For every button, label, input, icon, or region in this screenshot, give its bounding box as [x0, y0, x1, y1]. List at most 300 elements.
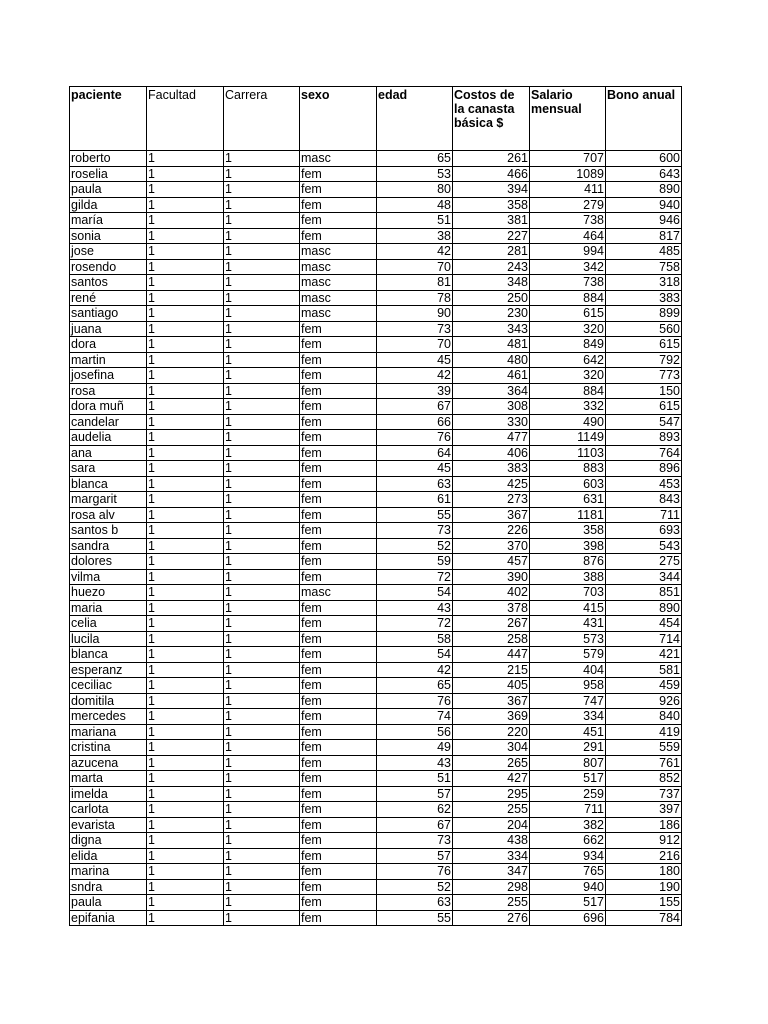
cell-edad: 80: [377, 182, 453, 198]
table-row: [70, 616, 682, 632]
cell-sexo: fem: [300, 399, 377, 415]
cell-facultad: 1: [147, 306, 224, 322]
cell-bono: 890: [606, 182, 682, 198]
cell-sexo: fem: [300, 414, 377, 430]
cell-facultad: 1: [147, 352, 224, 368]
cell-costos: 298: [453, 879, 530, 895]
cell-edad: 64: [377, 445, 453, 461]
cell-facultad: 1: [147, 197, 224, 213]
cell-sexo: fem: [300, 693, 377, 709]
cell-carrera: 1: [224, 771, 300, 787]
cell-edad: 78: [377, 290, 453, 306]
table-row: [70, 755, 682, 771]
cell-edad: 39: [377, 383, 453, 399]
cell-paciente: sndra: [70, 879, 147, 895]
cell-edad: 49: [377, 740, 453, 756]
cell-paciente: blanca: [70, 647, 147, 663]
cell-salario: 579: [530, 647, 606, 663]
cell-bono: 912: [606, 833, 682, 849]
cell-sexo: fem: [300, 337, 377, 353]
cell-facultad: 1: [147, 631, 224, 647]
cell-costos: 477: [453, 430, 530, 446]
cell-salario: 573: [530, 631, 606, 647]
cell-costos: 480: [453, 352, 530, 368]
cell-salario: 490: [530, 414, 606, 430]
cell-paciente: celia: [70, 616, 147, 632]
cell-carrera: 1: [224, 693, 300, 709]
cell-paciente: vilma: [70, 569, 147, 585]
cell-costos: 461: [453, 368, 530, 384]
cell-salario: 404: [530, 662, 606, 678]
cell-sexo: fem: [300, 321, 377, 337]
cell-salario: 415: [530, 600, 606, 616]
cell-costos: 230: [453, 306, 530, 322]
cell-costos: 226: [453, 523, 530, 539]
table-row: [70, 492, 682, 508]
cell-bono: 275: [606, 554, 682, 570]
table-row: [70, 197, 682, 213]
cell-costos: 367: [453, 693, 530, 709]
cell-bono: 761: [606, 755, 682, 771]
cell-carrera: 1: [224, 306, 300, 322]
cell-paciente: esperanz: [70, 662, 147, 678]
cell-edad: 66: [377, 414, 453, 430]
cell-costos: 390: [453, 569, 530, 585]
cell-sexo: fem: [300, 600, 377, 616]
cell-salario: 940: [530, 879, 606, 895]
cell-costos: 427: [453, 771, 530, 787]
cell-edad: 55: [377, 507, 453, 523]
table-row: [70, 585, 682, 601]
cell-sexo: fem: [300, 352, 377, 368]
cell-facultad: 1: [147, 166, 224, 182]
cell-bono: 459: [606, 678, 682, 694]
cell-facultad: 1: [147, 709, 224, 725]
cell-carrera: 1: [224, 507, 300, 523]
cell-facultad: 1: [147, 244, 224, 260]
cell-paciente: rosa alv: [70, 507, 147, 523]
cell-carrera: 1: [224, 910, 300, 926]
cell-bono: 180: [606, 864, 682, 880]
cell-sexo: fem: [300, 383, 377, 399]
cell-edad: 73: [377, 321, 453, 337]
cell-paciente: epifania: [70, 910, 147, 926]
table-row: [70, 786, 682, 802]
cell-paciente: lucila: [70, 631, 147, 647]
cell-sexo: fem: [300, 492, 377, 508]
cell-edad: 58: [377, 631, 453, 647]
cell-paciente: domitila: [70, 693, 147, 709]
cell-sexo: fem: [300, 461, 377, 477]
table-body: [70, 151, 682, 926]
cell-facultad: 1: [147, 879, 224, 895]
cell-bono: 383: [606, 290, 682, 306]
cell-costos: 370: [453, 538, 530, 554]
cell-bono: 581: [606, 662, 682, 678]
cell-facultad: 1: [147, 678, 224, 694]
cell-bono: 714: [606, 631, 682, 647]
cell-carrera: 1: [224, 523, 300, 539]
cell-edad: 73: [377, 523, 453, 539]
cell-salario: 711: [530, 802, 606, 818]
table-row: [70, 507, 682, 523]
table-row: [70, 833, 682, 849]
cell-carrera: 1: [224, 182, 300, 198]
cell-sexo: masc: [300, 259, 377, 275]
cell-facultad: 1: [147, 213, 224, 229]
cell-bono: 711: [606, 507, 682, 523]
cell-costos: 364: [453, 383, 530, 399]
cell-paciente: sonia: [70, 228, 147, 244]
cell-facultad: 1: [147, 848, 224, 864]
cell-edad: 51: [377, 213, 453, 229]
cell-sexo: fem: [300, 631, 377, 647]
cell-salario: 334: [530, 709, 606, 725]
cell-edad: 45: [377, 461, 453, 477]
cell-bono: 758: [606, 259, 682, 275]
cell-salario: 1181: [530, 507, 606, 523]
table-row: [70, 290, 682, 306]
cell-facultad: 1: [147, 538, 224, 554]
cell-bono: 547: [606, 414, 682, 430]
cell-carrera: 1: [224, 430, 300, 446]
cell-bono: 840: [606, 709, 682, 725]
cell-edad: 76: [377, 864, 453, 880]
cell-paciente: candelar: [70, 414, 147, 430]
cell-bono: 454: [606, 616, 682, 632]
cell-costos: 273: [453, 492, 530, 508]
cell-sexo: fem: [300, 616, 377, 632]
cell-edad: 72: [377, 616, 453, 632]
cell-paciente: santos b: [70, 523, 147, 539]
cell-bono: 318: [606, 275, 682, 291]
cell-edad: 53: [377, 166, 453, 182]
cell-carrera: 1: [224, 337, 300, 353]
cell-edad: 65: [377, 678, 453, 694]
header-carrera: Carrera: [224, 87, 300, 151]
cell-paciente: audelia: [70, 430, 147, 446]
cell-costos: 406: [453, 445, 530, 461]
cell-paciente: dora: [70, 337, 147, 353]
cell-paciente: huezo: [70, 585, 147, 601]
cell-bono: 419: [606, 724, 682, 740]
table-row: [70, 151, 682, 167]
cell-costos: 227: [453, 228, 530, 244]
cell-costos: 405: [453, 678, 530, 694]
cell-bono: 764: [606, 445, 682, 461]
cell-paciente: cristina: [70, 740, 147, 756]
cell-salario: 388: [530, 569, 606, 585]
cell-salario: 662: [530, 833, 606, 849]
header-sexo: sexo: [300, 87, 377, 151]
cell-carrera: 1: [224, 445, 300, 461]
cell-bono: 615: [606, 337, 682, 353]
cell-salario: 615: [530, 306, 606, 322]
cell-carrera: 1: [224, 166, 300, 182]
cell-facultad: 1: [147, 507, 224, 523]
cell-costos: 295: [453, 786, 530, 802]
cell-carrera: 1: [224, 833, 300, 849]
cell-carrera: 1: [224, 492, 300, 508]
cell-paciente: blanca: [70, 476, 147, 492]
cell-carrera: 1: [224, 895, 300, 911]
cell-sexo: masc: [300, 275, 377, 291]
table-row: [70, 538, 682, 554]
cell-paciente: azucena: [70, 755, 147, 771]
cell-facultad: 1: [147, 910, 224, 926]
cell-edad: 70: [377, 259, 453, 275]
cell-sexo: fem: [300, 523, 377, 539]
cell-edad: 38: [377, 228, 453, 244]
cell-salario: 642: [530, 352, 606, 368]
cell-salario: 1149: [530, 430, 606, 446]
cell-bono: 899: [606, 306, 682, 322]
cell-sexo: fem: [300, 538, 377, 554]
cell-carrera: 1: [224, 864, 300, 880]
table-row: [70, 352, 682, 368]
cell-facultad: 1: [147, 600, 224, 616]
table-row: [70, 895, 682, 911]
cell-costos: 402: [453, 585, 530, 601]
cell-salario: 259: [530, 786, 606, 802]
cell-facultad: 1: [147, 321, 224, 337]
table-row: [70, 182, 682, 198]
cell-edad: 76: [377, 430, 453, 446]
cell-carrera: 1: [224, 631, 300, 647]
cell-paciente: paula: [70, 895, 147, 911]
cell-bono: 600: [606, 151, 682, 167]
cell-sexo: fem: [300, 182, 377, 198]
cell-bono: 560: [606, 321, 682, 337]
cell-facultad: 1: [147, 492, 224, 508]
cell-bono: 643: [606, 166, 682, 182]
table-row: [70, 244, 682, 260]
cell-salario: 1089: [530, 166, 606, 182]
cell-facultad: 1: [147, 445, 224, 461]
header-bono-anual: Bono anual: [606, 87, 682, 151]
cell-paciente: rosendo: [70, 259, 147, 275]
cell-edad: 63: [377, 476, 453, 492]
table-row: [70, 228, 682, 244]
cell-paciente: santos: [70, 275, 147, 291]
cell-bono: 397: [606, 802, 682, 818]
cell-facultad: 1: [147, 693, 224, 709]
table-row: [70, 879, 682, 895]
cell-salario: 431: [530, 616, 606, 632]
cell-salario: 849: [530, 337, 606, 353]
cell-paciente: dora muñ: [70, 399, 147, 415]
table-row: [70, 166, 682, 182]
cell-salario: 876: [530, 554, 606, 570]
cell-paciente: josefina: [70, 368, 147, 384]
cell-carrera: 1: [224, 244, 300, 260]
cell-sexo: masc: [300, 290, 377, 306]
cell-paciente: paula: [70, 182, 147, 198]
cell-bono: 150: [606, 383, 682, 399]
header-row: [70, 87, 682, 151]
cell-paciente: ceciliac: [70, 678, 147, 694]
cell-costos: 215: [453, 662, 530, 678]
cell-edad: 59: [377, 554, 453, 570]
cell-salario: 320: [530, 321, 606, 337]
cell-edad: 43: [377, 755, 453, 771]
data-table: [69, 86, 682, 926]
cell-salario: 703: [530, 585, 606, 601]
cell-carrera: 1: [224, 399, 300, 415]
table-row: [70, 259, 682, 275]
cell-salario: 696: [530, 910, 606, 926]
cell-costos: 425: [453, 476, 530, 492]
cell-salario: 342: [530, 259, 606, 275]
cell-sexo: fem: [300, 213, 377, 229]
cell-paciente: marta: [70, 771, 147, 787]
cell-sexo: fem: [300, 228, 377, 244]
table-row: [70, 383, 682, 399]
cell-salario: 738: [530, 213, 606, 229]
cell-costos: 343: [453, 321, 530, 337]
cell-edad: 61: [377, 492, 453, 508]
cell-carrera: 1: [224, 368, 300, 384]
cell-paciente: evarista: [70, 817, 147, 833]
cell-sexo: fem: [300, 569, 377, 585]
cell-sexo: fem: [300, 879, 377, 895]
cell-costos: 394: [453, 182, 530, 198]
cell-costos: 438: [453, 833, 530, 849]
cell-bono: 559: [606, 740, 682, 756]
cell-sexo: masc: [300, 151, 377, 167]
cell-paciente: rosa: [70, 383, 147, 399]
cell-sexo: fem: [300, 895, 377, 911]
cell-sexo: masc: [300, 244, 377, 260]
cell-costos: 267: [453, 616, 530, 632]
cell-edad: 52: [377, 879, 453, 895]
cell-salario: 807: [530, 755, 606, 771]
cell-costos: 204: [453, 817, 530, 833]
cell-edad: 76: [377, 693, 453, 709]
cell-salario: 603: [530, 476, 606, 492]
cell-carrera: 1: [224, 259, 300, 275]
cell-costos: 276: [453, 910, 530, 926]
cell-facultad: 1: [147, 290, 224, 306]
cell-carrera: 1: [224, 383, 300, 399]
cell-carrera: 1: [224, 352, 300, 368]
cell-paciente: sandra: [70, 538, 147, 554]
cell-sexo: fem: [300, 647, 377, 663]
table-row: [70, 600, 682, 616]
cell-costos: 330: [453, 414, 530, 430]
cell-paciente: margarit: [70, 492, 147, 508]
cell-bono: 190: [606, 879, 682, 895]
cell-facultad: 1: [147, 802, 224, 818]
cell-edad: 81: [377, 275, 453, 291]
cell-edad: 67: [377, 817, 453, 833]
cell-bono: 851: [606, 585, 682, 601]
cell-carrera: 1: [224, 414, 300, 430]
cell-bono: 155: [606, 895, 682, 911]
cell-facultad: 1: [147, 523, 224, 539]
cell-sexo: fem: [300, 833, 377, 849]
table-row: [70, 569, 682, 585]
cell-facultad: 1: [147, 771, 224, 787]
cell-carrera: 1: [224, 538, 300, 554]
cell-facultad: 1: [147, 616, 224, 632]
cell-salario: 451: [530, 724, 606, 740]
table-row: [70, 771, 682, 787]
cell-costos: 243: [453, 259, 530, 275]
cell-costos: 457: [453, 554, 530, 570]
cell-salario: 994: [530, 244, 606, 260]
table-row: [70, 662, 682, 678]
cell-costos: 348: [453, 275, 530, 291]
cell-bono: 485: [606, 244, 682, 260]
cell-paciente: jose: [70, 244, 147, 260]
cell-costos: 265: [453, 755, 530, 771]
cell-facultad: 1: [147, 228, 224, 244]
cell-paciente: imelda: [70, 786, 147, 802]
header-costos-canasta: Costos de la canasta básica $: [453, 87, 530, 151]
cell-facultad: 1: [147, 647, 224, 663]
table-row: [70, 647, 682, 663]
cell-costos: 383: [453, 461, 530, 477]
cell-edad: 57: [377, 848, 453, 864]
cell-facultad: 1: [147, 740, 224, 756]
cell-sexo: fem: [300, 507, 377, 523]
cell-costos: 381: [453, 213, 530, 229]
cell-bono: 843: [606, 492, 682, 508]
cell-facultad: 1: [147, 368, 224, 384]
cell-carrera: 1: [224, 585, 300, 601]
cell-salario: 934: [530, 848, 606, 864]
cell-salario: 707: [530, 151, 606, 167]
cell-edad: 74: [377, 709, 453, 725]
cell-edad: 42: [377, 368, 453, 384]
cell-costos: 347: [453, 864, 530, 880]
cell-facultad: 1: [147, 383, 224, 399]
cell-sexo: masc: [300, 306, 377, 322]
table-row: [70, 275, 682, 291]
cell-salario: 738: [530, 275, 606, 291]
cell-sexo: fem: [300, 662, 377, 678]
cell-carrera: 1: [224, 786, 300, 802]
cell-facultad: 1: [147, 662, 224, 678]
cell-costos: 378: [453, 600, 530, 616]
cell-carrera: 1: [224, 554, 300, 570]
cell-bono: 615: [606, 399, 682, 415]
cell-carrera: 1: [224, 321, 300, 337]
header-facultad: Facultad: [147, 87, 224, 151]
table-row: [70, 910, 682, 926]
table-row: [70, 864, 682, 880]
cell-sexo: fem: [300, 476, 377, 492]
table-row: [70, 321, 682, 337]
cell-bono: 784: [606, 910, 682, 926]
cell-salario: 279: [530, 197, 606, 213]
cell-edad: 67: [377, 399, 453, 415]
cell-sexo: masc: [300, 585, 377, 601]
cell-edad: 51: [377, 771, 453, 787]
cell-carrera: 1: [224, 678, 300, 694]
cell-edad: 90: [377, 306, 453, 322]
cell-paciente: mercedes: [70, 709, 147, 725]
cell-paciente: elida: [70, 848, 147, 864]
header-salario-mensual: Salario mensual: [530, 87, 606, 151]
cell-salario: 765: [530, 864, 606, 880]
cell-paciente: dolores: [70, 554, 147, 570]
cell-paciente: sara: [70, 461, 147, 477]
cell-facultad: 1: [147, 786, 224, 802]
cell-edad: 45: [377, 352, 453, 368]
cell-costos: 308: [453, 399, 530, 415]
